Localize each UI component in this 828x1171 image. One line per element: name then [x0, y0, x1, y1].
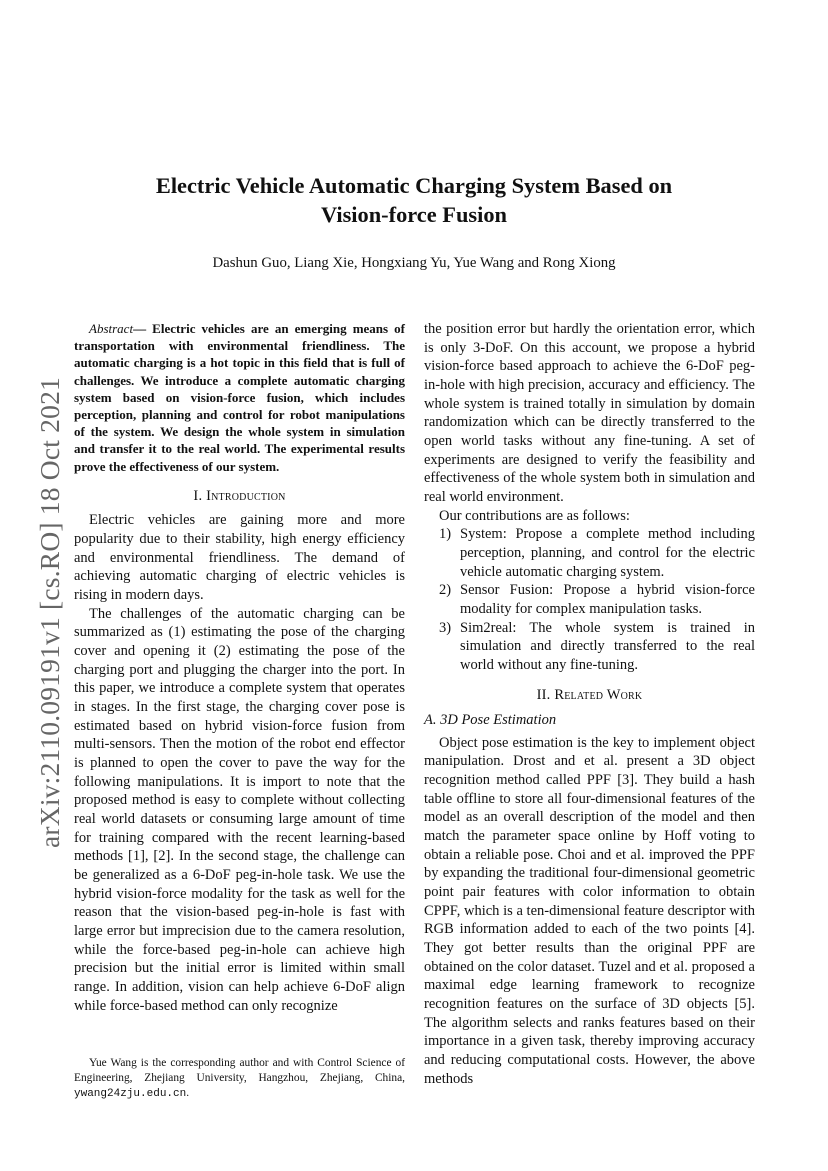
intro-paragraph-2: The challenges of the automatic charging can be summarized as (1) estimating the pose of the charging cover and opening it (2) estimating the pose of the charging port and plugging the charger into the port. In this paper, we introduce a complete system that operates in stages. In the first stage, the charging cover pose is estimated based on hybrid vision-force fusion from multi-sensors. Then the motion of the robot end effector is planned to open the cover to pave the way for the following manipulations. It is import to note that the proposed method is easy to complete without collecting real world datasets or consuming large amount of time for training compared with the recent learning-based methods [1], [2]. In the second stage, the challenge can be generalized as a 6-DoF peg-in-hole task. We use the hybrid vision-force modality for the task as well for the reason that the vision-based peg-in-hole is fast with large error but imprecision due to the camera resolution, while the force-based peg-in-hole can achieve high precision but the initial error is limited within small range. In addition, vision can help achieve 6-DoF align while force-based method can only recognize: [74, 605, 405, 1014]
author-list: Dashun Guo, Liang Xie, Hongxiang Yu, Yue Wang and Rong Xiong: [212, 255, 616, 271]
list-item-text: System: Propose a complete method including perception, planning, and control for the electric vehicle automatic charging system.: [460, 526, 755, 580]
list-item-text: Sensor Fusion: Propose a hybrid vision-force modality for complex manipulation tasks.: [460, 582, 755, 617]
footnote-email: ywang24zju.edu.cn: [74, 1088, 187, 1101]
intro-paragraph-1: Electric vehicles are gaining more and more popularity due to their stability, high energy efficiency and environmental friendliness. The demand of achieving automatic charging of electric vehicles is rising in modern days.: [74, 512, 405, 604]
intro-paragraph-2-continued: the position error but hardly the orientation error, which is only 3-DoF. On this account, we propose a hybrid vision-force based approach to achieve the 6-DoF peg-in-hole with high precision, accuracy and efficiency. The whole system is trained totally in simulation by domain randomization which can be directly transferred to the open world tasks without any fine-tuning. A set of experiments are designed to verify the feasibility and effectiveness of the whole system both in simulation and real world environment.: [424, 321, 755, 505]
list-item: [424, 619, 755, 675]
title-line-2: Vision-force Fusion: [321, 201, 507, 227]
contributions-intro: Our contributions are as follows:: [439, 507, 630, 524]
abstract: [74, 320, 405, 475]
list-item: [424, 525, 755, 581]
footnote-text: Yue Wang is the corresponding author and with Control Science of Engineering, Zhejiang University, Hangzhou, Zhejiang, China,: [74, 1057, 405, 1085]
subsection-heading: A. 3D Pose Estimation: [424, 712, 557, 729]
section-number: I.: [193, 487, 207, 504]
contributions-list: [424, 525, 755, 674]
left-column: [74, 320, 405, 1015]
paper-title: [60, 172, 768, 229]
abstract-dash: —: [133, 321, 153, 336]
section-title: Introduction: [206, 487, 286, 504]
related-work-paragraph-1: Object pose estimation is the key to implement object manipulation. Drost and et al. present a 3D object recognition method called PPF [3]. They build a hash table offline to store all four-dimensional features of the model as an overall description of the model and then match the parameter space online by Hoff voting to obtain a reliable pose. Choi and et al. improved the PPF by expanding the traditional four-dimensional geometric point pair features with color information to obtain CPPF, which is a ten-dimensional feature descriptor with RGB information added to each of the two points [4]. They got better results than the original PPF are obtained on the color dataset. Tuzel and et al. proposed a maximal edge learning framework to recognize recognition features on the surface of 3D objects [5]. The algorithm selects and ranks features based on their importance in a given task, thereby improving accuracy and reducing computational costs. However, the above methods: [424, 734, 755, 1087]
arxiv-identifier: arXiv:2110.09191v1 [cs.RO] 18 Oct 2021: [34, 377, 65, 848]
title-line-1: Electric Vehicle Automatic Charging System Based on: [155, 173, 673, 198]
list-item-number: 1): [439, 526, 452, 543]
list-item: [424, 581, 755, 618]
section-title: Related Work: [554, 687, 643, 704]
abstract-label: Abstract: [89, 321, 134, 336]
abstract-text: Electric vehicles are an emerging means of transportation with environmental friendliness. The automatic charging is a hot topic in this field that is full of challenges. We introduce a complete automatic charging system based on vision-force fusion, which includes perception, planning and control for robot manipulations of the system. We design the whole system in simulation and transfer it to the real world. The experimental results prove the effectiveness of our system.: [74, 321, 405, 474]
footnote: [74, 1056, 405, 1103]
list-item-number: 3): [439, 619, 452, 636]
footnote-end: .: [186, 1087, 190, 1100]
section-heading-introduction: [74, 487, 405, 506]
list-item-text: Sim2real: The whole system is trained in simulation and directly transferred to the real world without any fine-tuning.: [460, 619, 755, 673]
section-heading-related-work: [424, 686, 755, 705]
right-column: [424, 320, 755, 1088]
section-number: II.: [536, 687, 555, 704]
list-item-number: 2): [439, 582, 452, 599]
